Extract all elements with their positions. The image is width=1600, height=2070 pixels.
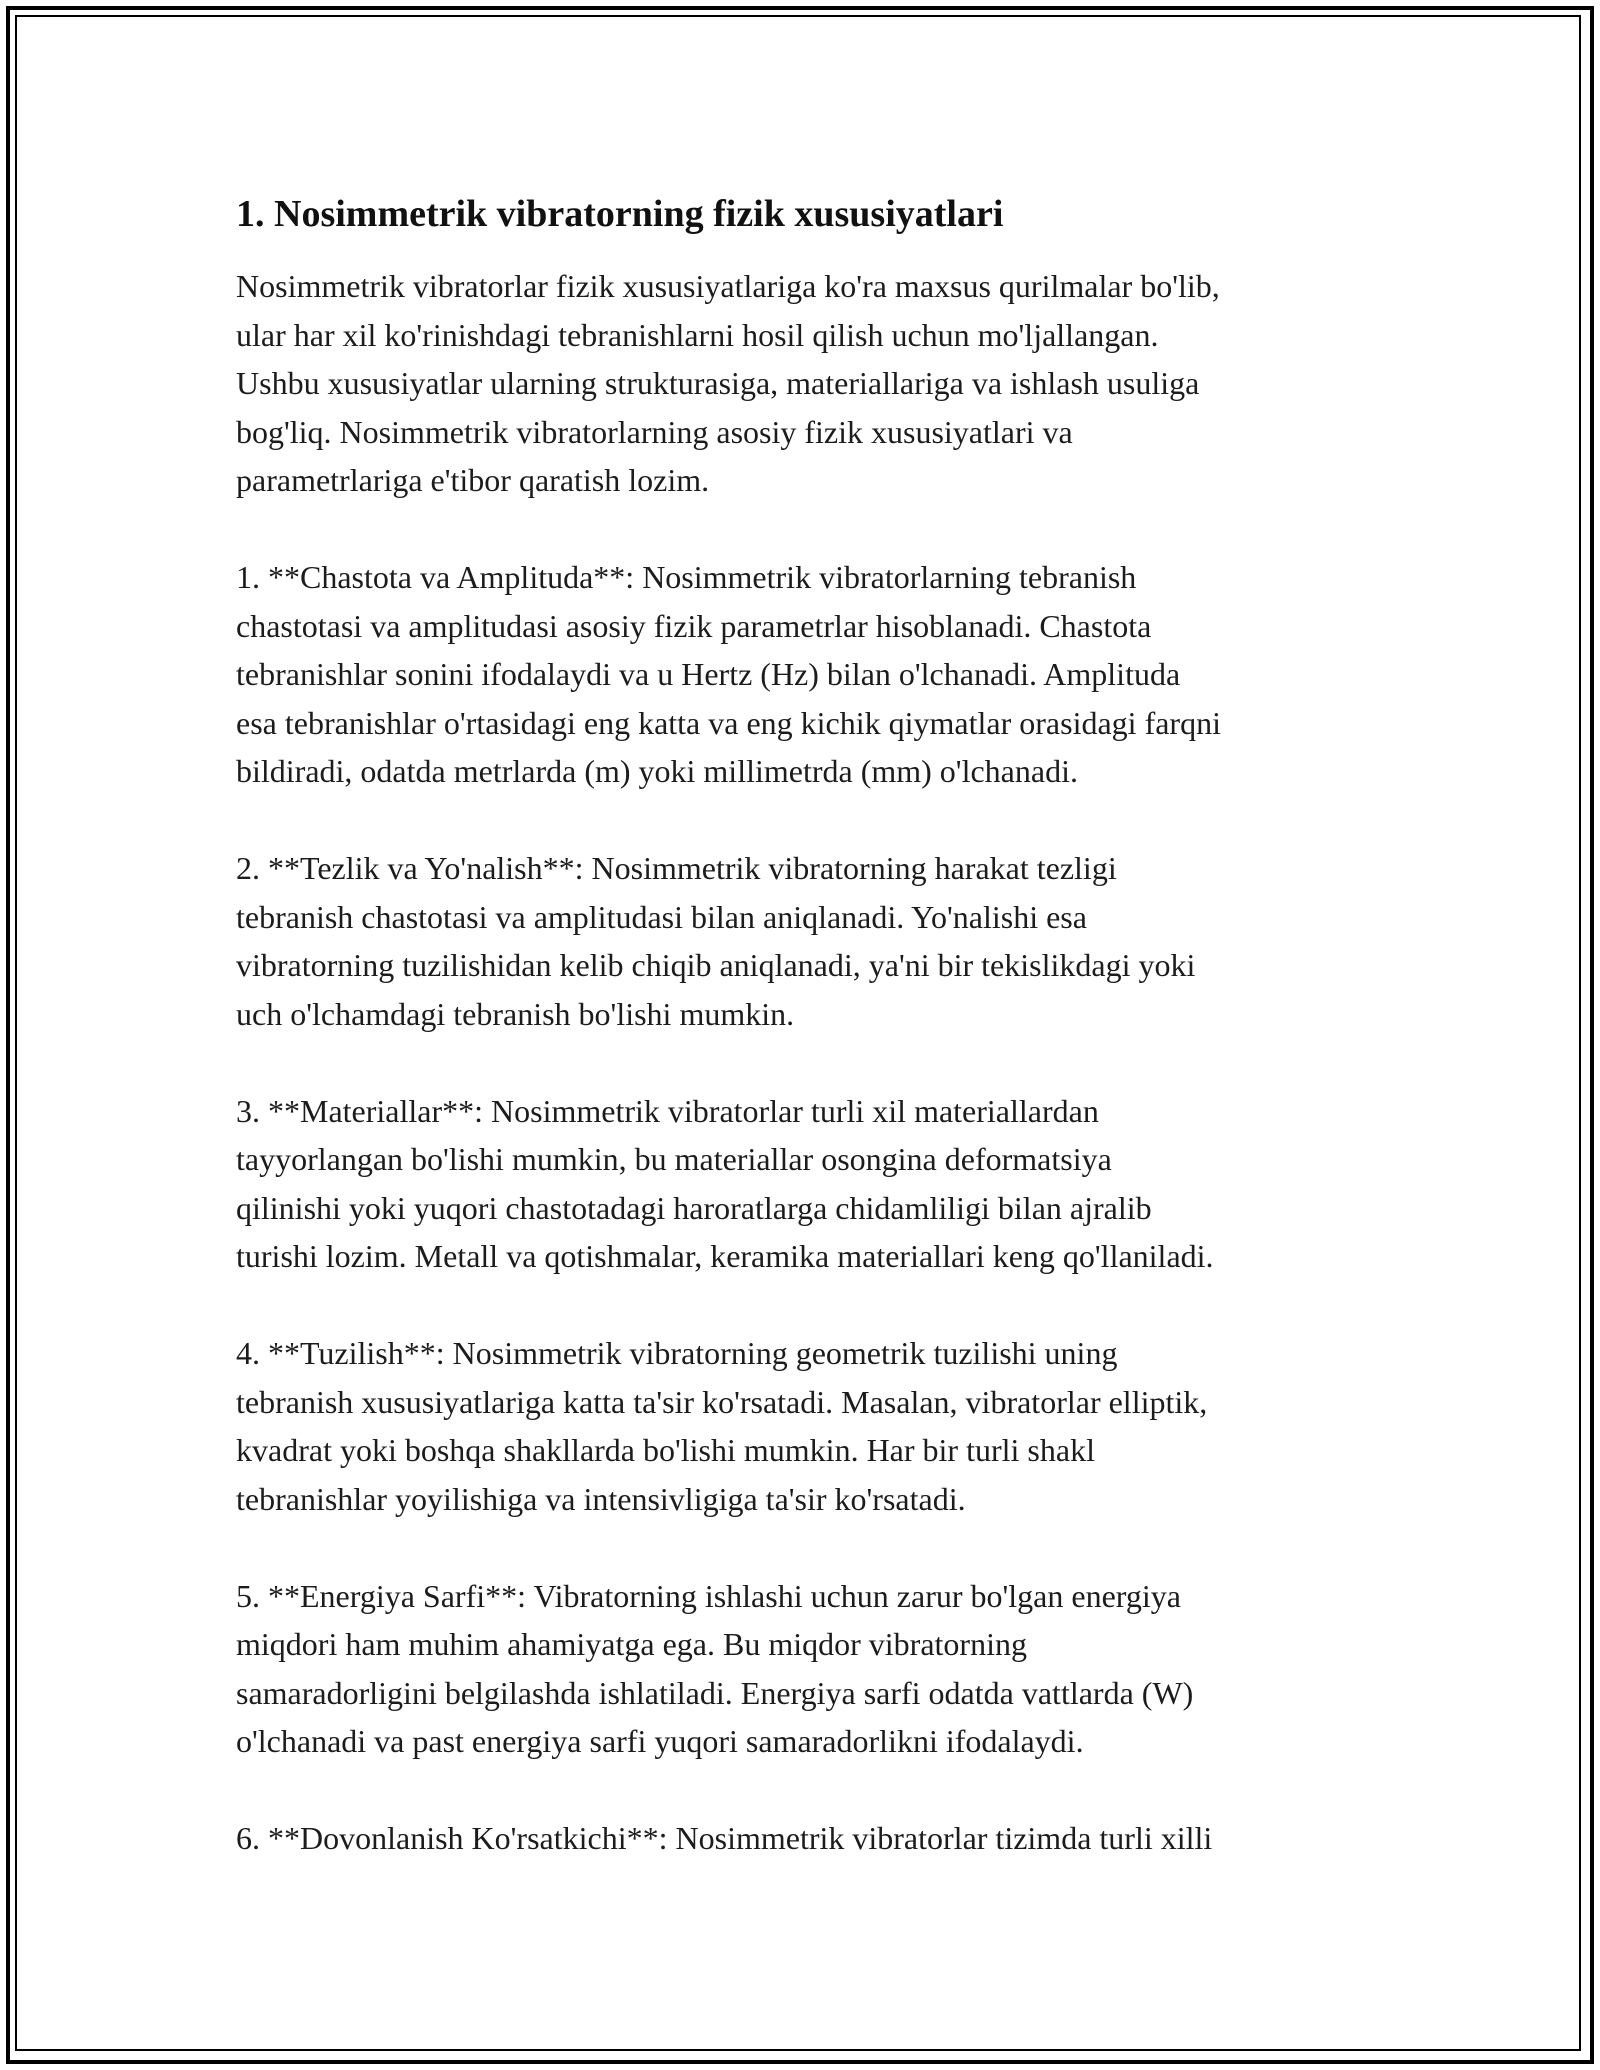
paragraph-line: parametrlariga e'tibor qaratish lozim. bbox=[236, 462, 710, 498]
paragraph-line: qilinishi yoki yuqori chastotadagi haroratlarga chidamliligi bilan ajralib bbox=[236, 1189, 1152, 1226]
paragraph-line: turishi lozim. Metall va qotishmalar, keramika materiallari keng qo'llaniladi. bbox=[236, 1238, 1214, 1274]
list-item-energiya-sarfi bbox=[236, 1572, 1376, 1766]
paragraph-line: uch o'lchamdagi tebranish bo'lishi mumkin. bbox=[236, 995, 795, 1032]
list-item-materiallar bbox=[236, 1087, 1376, 1281]
paragraph-line: ular har xil ko'rinishdagi tebranishlarni hosil qilish uchun mo'ljallangan. bbox=[236, 316, 1159, 353]
paragraph-line: 3. **Materiallar**: Nosimmetrik vibratorlar turli xil materiallardan bbox=[236, 1092, 1099, 1129]
paragraph-line: 4. **Tuzilish**: Nosimmetrik vibratorning geometrik tuzilishi uning bbox=[236, 1335, 1118, 1371]
paragraph-line: 6. **Dovonlanish Ko'rsatkichi**: Nosimmetrik vibratorlar tizimda turli xilli bbox=[236, 1820, 1213, 1856]
paragraph-line: samaradorligini belgilashda ishlatiladi. Energiya sarfi odatda vattlarda (W) bbox=[236, 1674, 1194, 1711]
list-item-tuzilish bbox=[236, 1329, 1376, 1523]
list-item-chastota-amplituda bbox=[236, 553, 1376, 796]
document-body bbox=[236, 190, 1376, 1863]
paragraph-line: Ushbu xususiyatlar ularning strukturasiga, materiallariga va ishlash usuliga bbox=[236, 365, 1200, 401]
page-title: 1. Nosimmetrik vibratorning fizik xususiyatlari bbox=[236, 193, 1004, 235]
paragraph-line: tayyorlangan bo'lishi mumkin, bu materiallar osongina deformatsiya bbox=[236, 1141, 1112, 1177]
paragraph-line: o'lchanadi va past energiya sarfi yuqori samaradorlikni ifodalaydi. bbox=[236, 1723, 1084, 1759]
paragraph-line: kvadrat yoki boshqa shakllarda bo'lishi mumkin. Har bir turli shakl bbox=[236, 1432, 1095, 1468]
paragraph-line: 5. **Energiya Sarfi**: Vibratorning ishlashi uchun zarur bo'lgan energiya bbox=[236, 1577, 1181, 1614]
paragraph-line: miqdori ham muhim ahamiyatga ega. Bu miqdor vibratorning bbox=[236, 1626, 1027, 1662]
paragraph-line: Nosimmetrik vibratorlar fizik xususiyatlariga ko'ra maxsus qurilmalar bo'lib, bbox=[236, 268, 1220, 304]
paragraph-line: bildiradi, odatda metrlarda (m) yoki millimetrda (mm) o'lchanadi. bbox=[236, 753, 1078, 789]
paragraph-line: 2. **Tezlik va Yo'nalish**: Nosimmetrik vibratorning harakat tezligi bbox=[236, 850, 1117, 886]
paragraph-line: 1. **Chastota va Amplituda**: Nosimmetrik vibratorlarning tebranish bbox=[236, 559, 1137, 595]
paragraph-line: vibratorning tuzilishidan kelib chiqib aniqlanadi, ya'ni bir tekislikdagi yoki bbox=[236, 947, 1196, 983]
paragraph-line: tebranishlar yoyilishiga va intensivligiga ta'sir ko'rsatadi. bbox=[236, 1480, 966, 1517]
paragraph-line: tebranish xususiyatlariga katta ta'sir ko'rsatadi. Masalan, vibratorlar elliptik, bbox=[236, 1383, 1208, 1420]
list-item-tezlik-yonalish bbox=[236, 844, 1376, 1038]
paragraph-line: tebranishlar sonini ifodalaydi va u Hertz (Hz) bilan o'lchanadi. Amplituda bbox=[236, 656, 1181, 692]
paragraph-line: chastotasi va amplitudasi asosiy fizik parametrlar hisoblanadi. Chastota bbox=[236, 607, 1152, 644]
paragraph-line: esa tebranishlar o'rtasidagi eng katta va eng kichik qiymatlar orasidagi farqni bbox=[236, 704, 1221, 741]
paragraph-line: tebranish chastotasi va amplitudasi bilan aniqlanadi. Yo'nalishi esa bbox=[236, 898, 1087, 935]
intro-paragraph bbox=[236, 262, 1376, 505]
paragraph-line: bog'liq. Nosimmetrik vibratorlarning asosiy fizik xususiyatlari va bbox=[236, 413, 1073, 450]
list-item-dovonlanish bbox=[236, 1814, 1376, 1863]
